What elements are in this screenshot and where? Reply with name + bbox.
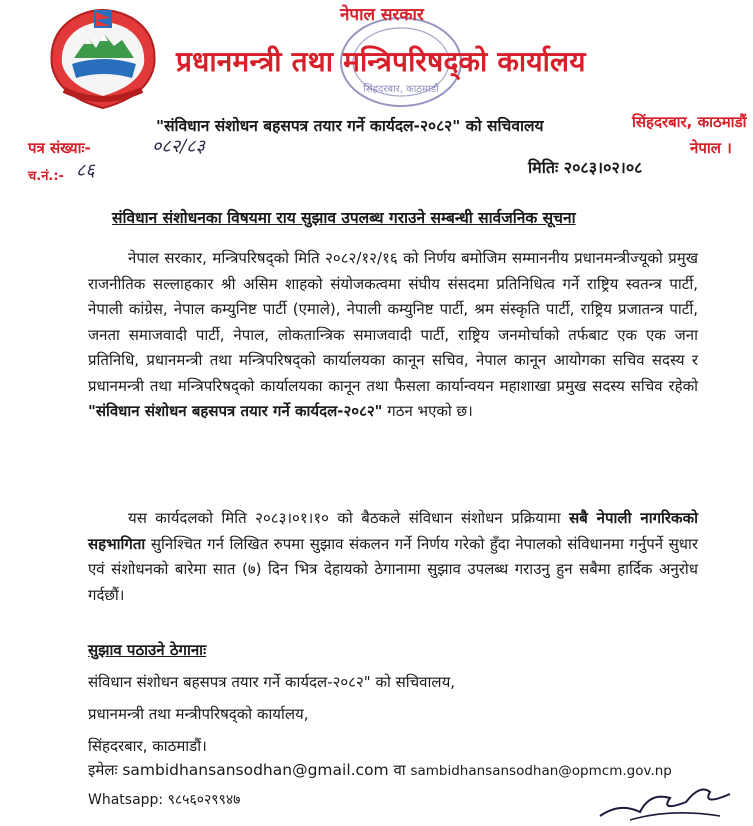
header-address-line2: नेपाल । xyxy=(690,139,732,157)
letter-number-label: पत्र संख्याः- xyxy=(28,139,91,157)
stamp-text: सिंहदरबार, काठमाडौं xyxy=(363,84,439,95)
notice-paragraph-2 xyxy=(88,506,698,608)
whatsapp-label: Whatsapp: xyxy=(88,792,164,808)
email-row xyxy=(88,760,672,780)
taskforce-name-bold: "संविधान संशोधन बहसपत्र तयार गर्ने कार्यदल-२०८२" xyxy=(88,402,383,420)
email-link-gmail[interactable]: sambidhansansodhan@gmail.com xyxy=(122,761,389,779)
letter-number-value: ०८२/८३ xyxy=(152,136,205,157)
suggestion-address-line2: प्रधानमन्त्री तथा मन्त्रीपरिषद्को कार्यालय, xyxy=(88,705,309,723)
header-address-line1: सिंहदरबार, काठमाडौं xyxy=(632,113,747,131)
email-or: वा xyxy=(393,761,406,779)
nepal-emblem-icon xyxy=(44,4,162,114)
notice-subject: संविधान संशोधनका विषयमा राय सुझाव उपलब्ध गराउने सम्बन्धी सार्वजनिक सूचना xyxy=(112,209,576,227)
letter-date: मितिः २०८३।०२।०८ xyxy=(528,158,643,177)
government-name: नेपाल सरकार xyxy=(340,5,424,25)
participation-bold: सबै नेपाली नागरिकको सहभागिता xyxy=(88,509,698,553)
dispatch-number-value: ८६ xyxy=(76,160,95,181)
suggestion-address-line3: सिंहदरबार, काठमाडौं। xyxy=(88,737,207,755)
email-label: इमेलः xyxy=(88,761,118,779)
paragraph-2-end: सुनिश्चित गर्न लिखित रुपमा सुझाव संकलन गर्ने निर्णय गरेको हुँदा नेपालको संविधानमा गर्नुपर्ने सुधार एवं संशोधनको बारेमा सात (७) दिन भित्र देहायको ठेगानामा सुझाव उपलब्ध गराउनु हुन सबैमा हार्दिक अनुरोध गर्दछौं। xyxy=(88,534,698,604)
suggestion-address-heading: सुझाव पठाउने ठेगानाः xyxy=(88,641,207,659)
secretariat-name: "संविधान संशोधन बहसपत्र तयार गर्ने कार्यदल-२०८२" को सचिवालय xyxy=(156,117,544,135)
signature-icon xyxy=(590,772,740,826)
whatsapp-number: ९८५६०२९९४७ xyxy=(167,792,241,808)
suggestion-address-line1: संविधान संशोधन बहसपत्र तयार गर्ने कार्यदल-२०८२" को सचिवालय, xyxy=(88,673,456,691)
paragraph-1-end: गठन भएको छ। xyxy=(387,402,473,420)
paragraph-2-start: यस कार्यदलको मिति २०८३।०१।१० को बैठकले संविधान संशोधन प्रक्रियामा xyxy=(128,509,561,527)
paragraph-1-text: नेपाल सरकार, मन्त्रिपरिषद्को मिति २०८२/१२/१६ को निर्णय बमोजिम सम्माननीय प्रधानमन्त्रीज्यूको प्रमुख राजनीतिक सल्लाहकार श्री असिम शाहको संयोजकत्वमा संघीय संसदमा प्रतिनिधित्व गर्ने राष्ट्रिय स्वतन्त्र पार्टी, नेपाली कांग्रेस, नेपाल कम्युनिष्ट पार्टी (एमाले), नेपाली कम्युनिष्ट पार्टी, श्रम संस्कृति पार्टी, राष्ट्रिय प्रजातन्त्र पार्टी, जनता समाजवादी पार्टी, नेपाल, लोकतान्त्रिक समाजवादी पार्टी, राष्ट्रिय जनमोर्चाको तर्फबाट एक एक जना प्रतिनिधि, प्रधानमन्त्री तथा मन्त्रिपरिषद्को कार्यालयका कानून सचिव, नेपाल कानून आयोगका सचिव सदस्य र प्रधानमन्त्री तथा मन्त्रिपरिषद्को कार्यालयका कानून तथा फैसला कार्यान्वयन महाशाखा प्रमुख सदस्य सचिव रहेको xyxy=(88,249,698,395)
whatsapp-row xyxy=(88,790,240,809)
office-name: प्रधानमन्त्री तथा मन्त्रिपरिषद्को कार्यालय xyxy=(176,45,586,78)
email-link-opmcm[interactable]: sambidhansansodhan@opmcm.gov.np xyxy=(410,763,672,779)
dispatch-number-label: च.नं.:- xyxy=(28,169,64,184)
notice-paragraph-1 xyxy=(88,246,698,425)
